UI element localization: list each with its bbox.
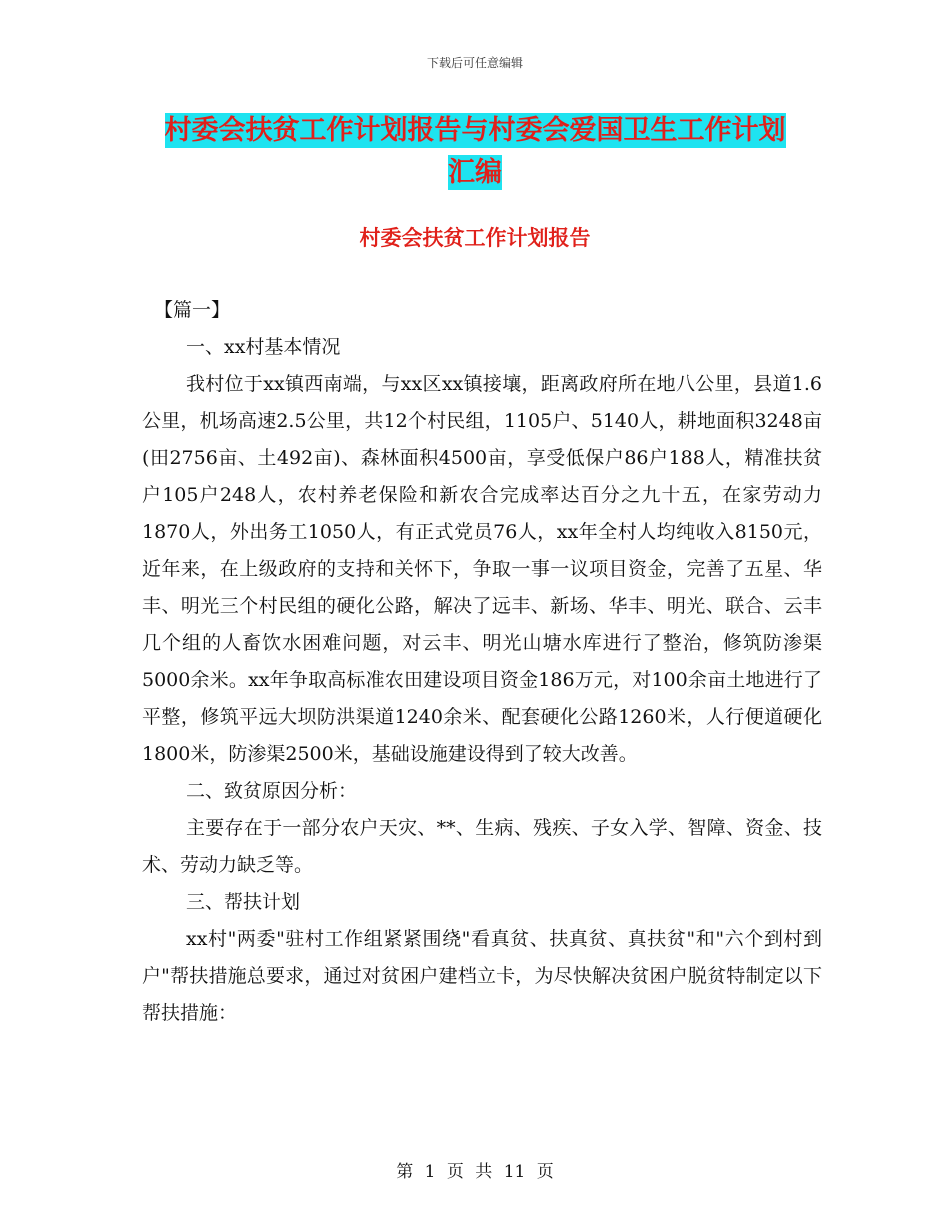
heading-basic-info: 一、xx村基本情况 (186, 336, 341, 358)
paragraph-basic-info: 我村位于xx镇西南端，与xx区xx镇接壤，距离政府所在地八公里，县道1.6公里，机场高速2.5公里，共12个村民组，1105户、5140人，耕地面积3248亩(田2756亩、土492亩)、森林面积4500亩，享受低保户86户188人，精准扶贫户105户248人，农村养老保险和新农合完成率达百分之九十五，在家劳动力1870人，外出务工1050人，有正式党员76人，xx年全村人均纯收入8150元，近年来，在上级政府的支持和关怀下，争取一事一议项目资金，完善了五星、华丰、明光三个村民组的硬化公路，解决了远丰、新场、华丰、明光、联合、云丰几个组的人畜饮水困难问题，对云丰、明光山塘水库进行了整治，修筑防渗渠5000余米。xx年争取高标准农田建设项目资金186万元，对100余亩土地进行了平整，修筑平远大坝防洪渠道1240余米、配套硬化公路1260米，人行便道硬化1800米，防渗渠2500米，基础设施建设得到了较大改善。 (142, 373, 822, 765)
heading-assistance-plan: 三、帮扶计划 (186, 891, 301, 913)
paragraph-assistance-plan: xx村"两委"驻村工作组紧紧围绕"看真贫、扶真贫、真扶贫"和"六个到村到户"帮扶措施总要求，通过对贫困户建档立卡，为尽快解决贫困户脱贫特制定以下帮扶措施： (142, 928, 822, 1024)
title-line-1: 村委会扶贫工作计划报告与村委会爱国卫生工作计划 (164, 115, 786, 146)
header-note: 下载后可任意编辑 (426, 56, 523, 70)
document-title (0, 110, 950, 194)
page-footer: 第 1 页 共 11 页 (396, 1162, 554, 1182)
paragraph-poverty-causes: 主要存在于一部分农户天灾、**、生病、残疾、子女入学、智障、资金、技术、劳动力缺乏等。 (142, 817, 822, 876)
document-subtitle: 村委会扶贫工作计划报告 (359, 226, 591, 250)
title-line-2: 汇编 (448, 157, 502, 188)
document-body (142, 292, 822, 1032)
heading-poverty-causes: 二、致贫原因分析： (186, 780, 358, 802)
section-label: 【篇一】 (154, 299, 231, 321)
